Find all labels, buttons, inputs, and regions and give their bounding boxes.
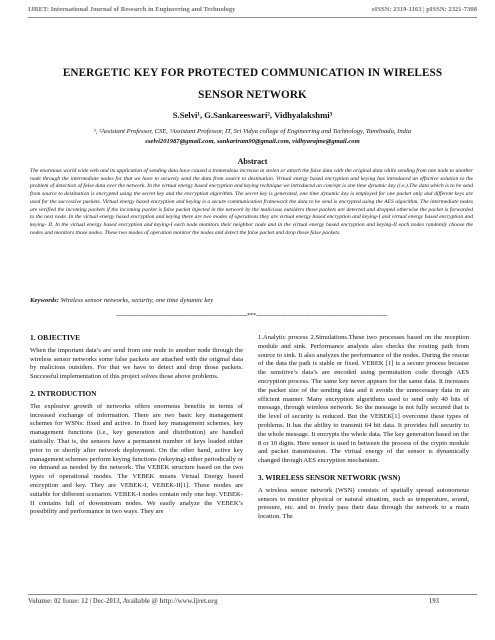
right-column bbox=[258, 334, 469, 530]
running-header bbox=[28, 6, 477, 13]
abstract-heading: Abstract bbox=[237, 157, 268, 166]
header-divider bbox=[28, 17, 477, 18]
title-line-2: SENSOR NETWORK bbox=[198, 89, 307, 101]
volume-text: Volume: 02 Issue: 12 | Dec-2013, Available @ bbox=[28, 598, 160, 605]
paper-title bbox=[28, 62, 477, 106]
abstract-body: The enormous world wide web and its application of sending data have caused a tremendous increase in stolen or attach the false data with the original data while sending from one node to another node through the intermediate nodes for that we have to securely send the data from source to destination. Virtual energy based encryption and keying has introduced an effective solution to the problem of detection of false data over the network. In the virtual energy based encryption and keying technique we introduced an concept is one time dynamic key (i.e.).The data which is to be send from source to destination is encrypted using the secret key and the encryption algorithm. The secret key is generated, one time dynamic key is employed for one packet only and different keys are used for the successive packets. Virtual energy based encryption and keying is a secure communication framework the data to be send is encrypted using the AES algorithm. The intermediate nodes are verified the incoming packets if the incoming packet is false packet injected in the network by the malicious outsiders those packets are detected and dropped otherwise the packet is forwarded to the next node. In the virtual energy based encryption and keying there are two modes of operations they are virtual energy based encryption and keying-I and virtual energy based encryption and keying- II. In the virtual energy based encryption and keying-I each node monitors their neighbor node and in the virtual energy based encryption and keying-II each nodes randomly choose the nodes and monitors those nodes. These two modes of operation monitor the nodes and detect the false packet and drop those false packets. bbox=[30, 168, 473, 236]
objective-heading: 1. OBJECTIVE bbox=[30, 333, 81, 342]
section-separator: -----------------------------------------------------------------------***----------------------------------------------------------------------- bbox=[116, 312, 387, 319]
issn-text: eISSN: 2319-1163 | pISSN: 2321-7308 bbox=[371, 6, 477, 13]
wsn-heading: 3. WIRELESS SENSOR NETWORK (WSN) bbox=[258, 472, 401, 482]
footer-divider bbox=[28, 594, 477, 595]
journal-url-link[interactable]: http://www.ijret.org bbox=[159, 598, 218, 605]
author-list: S.Selvi¹, G.Sankareeswari², Vidhyalakshmi³ bbox=[172, 110, 333, 120]
running-footer bbox=[28, 598, 439, 605]
affiliation-text: ¹, ²Assistant Professor, CSE, ³Assistant Professor, IT, Sri Vidya college of Engineering and Technology, Tamilnadu, India bbox=[93, 128, 412, 135]
left-column bbox=[30, 334, 243, 525]
wsn-paragraph: A wireless sensor network (WSN) consists of spatially spread autonomous sensors to monitor physical or natural situation, such as temperature, sound, pressure, etc. and to freely pass their data through the network to a main location. The bbox=[258, 486, 469, 521]
affiliation-block bbox=[28, 127, 477, 146]
introduction-paragraph: The explosive growth of networks offers enormous benefits in terms of increased exchange of information. There are two basic key management schemes for WSNs: fixed and active. In fixed key management schemes, key management functions (i.e., key generation and distribution) are handled statically. That is, the sensors have a permanent number of keys loaded either prior to or shortly after network deployment. On the other hand, active key management schemes perform keying functions (rekeying) either periodically or on demand as needed by the network. The VEBEK structure based on the two types of operational modes. The VEBEK means Virtual Energy based encryption and key. They are VEBEK-I, VEBEK-II[1]. These modes are suitable for different scenarios. VEBEK-I nodes contain only one hop. VEBEK-II contains full of downstream nodes. We easily analyze the VEBEK’s possibility and performance in two ways. They are bbox=[30, 402, 243, 516]
keywords-text: Wireless sensor networks, security, one time dynamic key bbox=[58, 297, 214, 304]
analysis-paragraph: 1.Analytic process 2.Simulations.These two processes based on the reception module and sink. Performance analysis also checks the routing path from source to sink. It also analyzes the performance of the nodes. During the rescue of the data the path is stable or fixed. VEBEK [1] is a secure process because the sensitive’s data’s are encoded using permutation code through AES encryption process. The same key never appears for the same data. It increases the packet size of the sending data and it avoids the unnecessary data in an efficient manner. Many encryption algorithms used to send only 40 bits of message, through wireless network. So the message is not fully secured that is the level of security is reduced. But the VEBEK[1] overcome these types of problems. It has the ability to transmit 64 bit data. It provides full security to the whole message. It encrypts the whole data. The key generation based on the 8 or 10 digits. Here sensor is used in between the process of the crypto module and packet transmission. The virtual energy of the sensor is dynamically changed through AES encryption mechanism. bbox=[258, 334, 469, 465]
keywords-label: Keywords: bbox=[30, 297, 59, 304]
footer-volume bbox=[28, 598, 218, 605]
keywords-line bbox=[30, 297, 473, 304]
title-line-1: ENERGETIC KEY FOR PROTECTED COMMUNICATION IN WIRELESS bbox=[62, 67, 443, 79]
introduction-heading: 2. INTRODUCTION bbox=[30, 388, 97, 398]
objective-paragraph: When the important data’s are send from one node to another node through the wireless sensor networks some false packets are attached with the original data by malicious outsiders. For that we have to detect and drop those packets. Successful implementation of this project solves those above problems. bbox=[30, 346, 243, 381]
author-emails: sselvi201987@gmail.com, sankariram90@gmail.com, vidhyarajme@gmail.com bbox=[145, 137, 360, 145]
page-number: 193 bbox=[428, 598, 439, 605]
journal-name: IJRET: International Journal of Research in Engineering and Technology bbox=[28, 6, 236, 13]
